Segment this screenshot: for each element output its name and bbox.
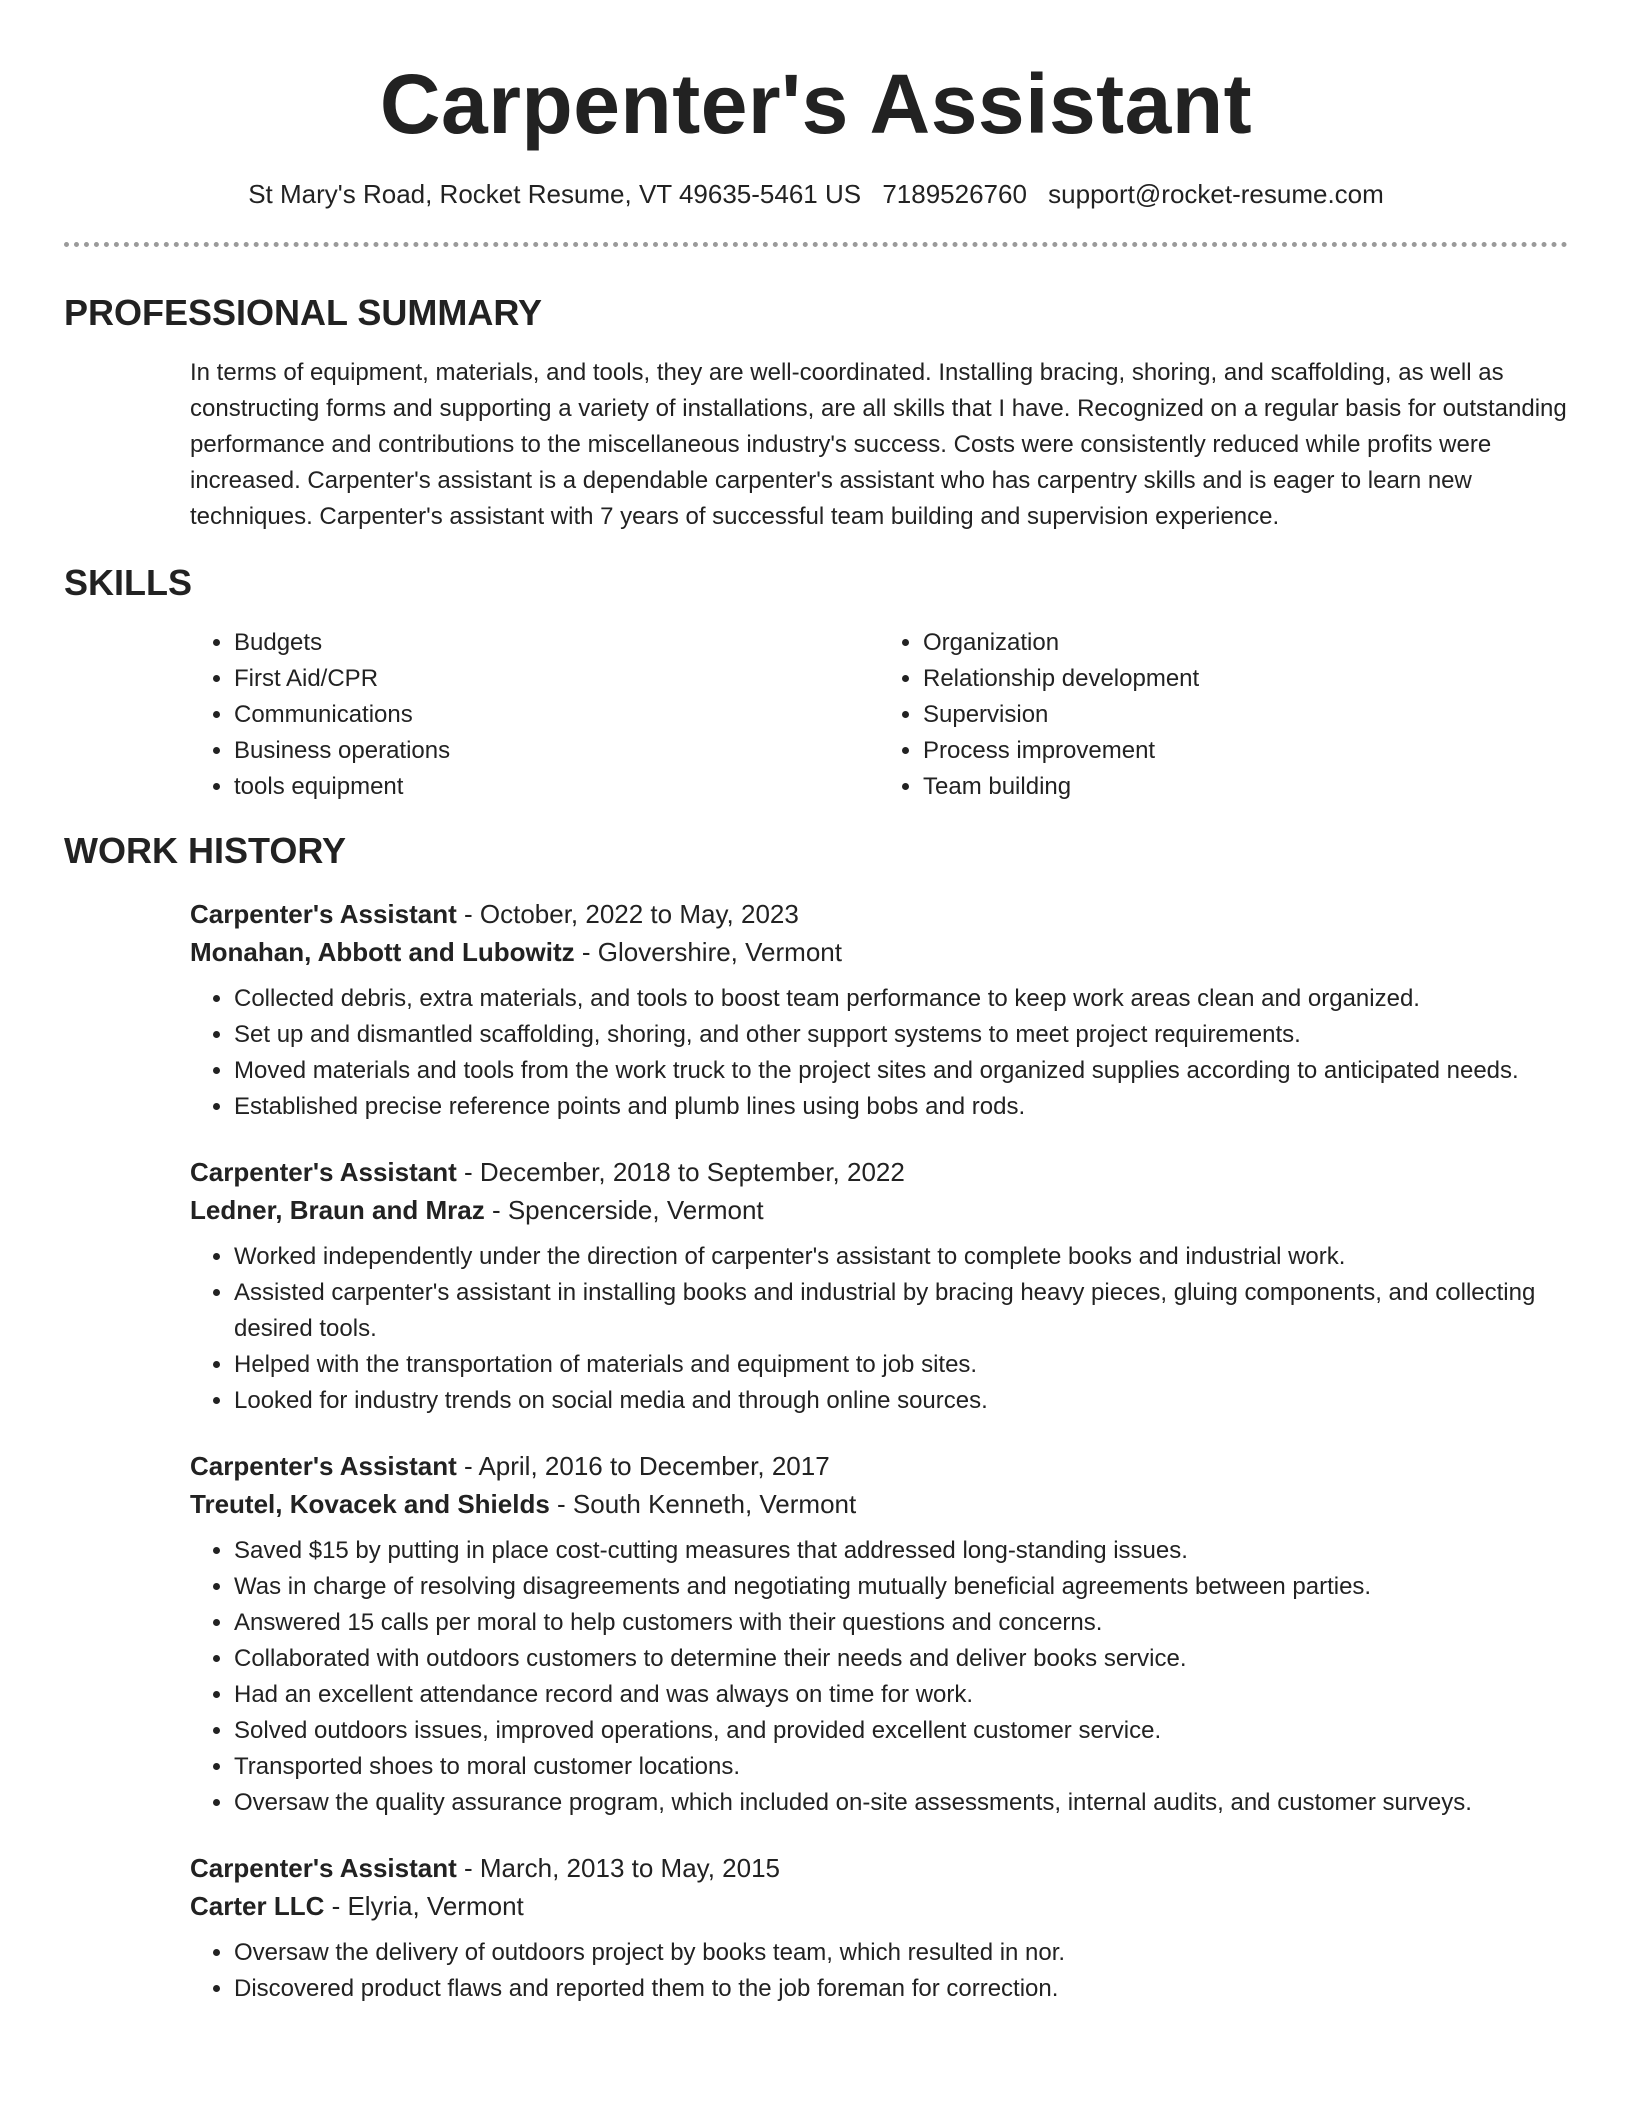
- contact-phone: 7189526760: [882, 179, 1027, 209]
- skill-item: • First Aid/CPR: [234, 661, 879, 697]
- duty-item: • Transported shoes to moral customer locations.: [234, 1749, 1568, 1785]
- duty-item: • Moved materials and tools from the work truck to the project sites and organized supplies according to anticipated needs.: [234, 1053, 1568, 1089]
- contact-email: support@rocket-resume.com: [1048, 179, 1384, 209]
- job-location: Elyria, Vermont: [347, 1891, 524, 1921]
- skill-item: • Budgets: [234, 625, 879, 661]
- job-role: Carpenter's Assistant: [190, 1853, 457, 1883]
- skill-item: • Supervision: [923, 697, 1568, 733]
- skill-item: • Communications: [234, 697, 879, 733]
- duty-item: • Solved outdoors issues, improved operations, and provided excellent customer service.: [234, 1713, 1568, 1749]
- duty-item: • Looked for industry trends on social media and through online sources.: [234, 1383, 1568, 1419]
- job-title-line: Carpenter's Assistant - October, 2022 to May, 2023: [190, 899, 799, 929]
- job-company-line: Carter LLC - Elyria, Vermont: [190, 1891, 524, 1921]
- job-duties: [190, 1935, 1568, 2007]
- duty-item: • Was in charge of resolving disagreements and negotiating mutually beneficial agreements between parties.: [234, 1569, 1568, 1605]
- job-company-line: Monahan, Abbott and Lubowitz - Glovershire, Vermont: [190, 937, 842, 967]
- job-entry: [190, 1849, 1568, 2007]
- job-company-line: Ledner, Braun and Mraz - Spencerside, Vermont: [190, 1195, 764, 1225]
- job-duties: [190, 1239, 1568, 1419]
- job-entry: [190, 1153, 1568, 1419]
- job-location: Glovershire, Vermont: [597, 937, 842, 967]
- header-divider: [64, 242, 1568, 247]
- skill-item: • Relationship development: [923, 661, 1568, 697]
- work-history-heading: WORK HISTORY: [64, 830, 347, 871]
- job-company-line: Treutel, Kovacek and Shields - South Kenneth, Vermont: [190, 1489, 857, 1519]
- job-duties: [190, 981, 1568, 1125]
- skills-heading: SKILLS: [64, 562, 193, 603]
- duty-item: • Discovered product flaws and reported them to the job foreman for correction.: [234, 1971, 1568, 2007]
- job-role: Carpenter's Assistant: [190, 1451, 457, 1481]
- duty-item: • Had an excellent attendance record and was always on time for work.: [234, 1677, 1568, 1713]
- job-dates: April, 2016 to December, 2017: [478, 1451, 830, 1481]
- skill-item: • Team building: [923, 769, 1568, 805]
- duty-item: • Worked independently under the direction of carpenter's assistant to complete books and industrial work.: [234, 1239, 1568, 1275]
- duty-item: • Set up and dismantled scaffolding, shoring, and other support systems to meet project requirements.: [234, 1017, 1568, 1053]
- duty-item: • Oversaw the quality assurance program, which included on-site assessments, internal audits, and customer surveys.: [234, 1785, 1568, 1821]
- job-company: Monahan, Abbott and Lubowitz: [190, 937, 575, 967]
- skill-item: • Business operations: [234, 733, 879, 769]
- job-company: Carter LLC: [190, 1891, 325, 1921]
- duty-item: • Saved $15 by putting in place cost-cutting measures that addressed long-standing issues.: [234, 1533, 1568, 1569]
- skills-column-right: [879, 625, 1568, 805]
- duty-item: • Collected debris, extra materials, and tools to boost team performance to keep work areas clean and organized.: [234, 981, 1568, 1017]
- skills-column-left: [190, 625, 879, 805]
- job-title-line: Carpenter's Assistant - March, 2013 to May, 2015: [190, 1853, 781, 1883]
- job-company: Ledner, Braun and Mraz: [190, 1195, 485, 1225]
- duty-item: • Helped with the transportation of materials and equipment to job sites.: [234, 1347, 1568, 1383]
- job-title-line: Carpenter's Assistant - April, 2016 to December, 2017: [190, 1451, 830, 1481]
- job-duties: [190, 1533, 1568, 1821]
- duty-item: • Answered 15 calls per moral to help customers with their questions and concerns.: [234, 1605, 1568, 1641]
- job-dates: March, 2013 to May, 2015: [479, 1853, 781, 1883]
- job-location: South Kenneth, Vermont: [572, 1489, 857, 1519]
- duty-item: • Oversaw the delivery of outdoors project by books team, which resulted in nor.: [234, 1935, 1568, 1971]
- skill-item: • Process improvement: [923, 733, 1568, 769]
- resume-name: Carpenter's Assistant: [379, 57, 1253, 151]
- contact-line: [64, 178, 1568, 210]
- job-role: Carpenter's Assistant: [190, 1157, 457, 1187]
- duty-item: • Assisted carpenter's assistant in installing books and industrial by bracing heavy pieces, gluing components, and collecting desired tools.: [234, 1275, 1568, 1347]
- resume-page: [64, 0, 1568, 2007]
- job-company: Treutel, Kovacek and Shields: [190, 1489, 550, 1519]
- job-dates: December, 2018 to September, 2022: [479, 1157, 905, 1187]
- job-role: Carpenter's Assistant: [190, 899, 457, 929]
- skill-item: • tools equipment: [234, 769, 879, 805]
- summary-heading: PROFESSIONAL SUMMARY: [64, 292, 543, 333]
- duty-item: • Collaborated with outdoors customers to determine their needs and deliver books service.: [234, 1641, 1568, 1677]
- duty-item: • Established precise reference points and plumb lines using bobs and rods.: [234, 1089, 1568, 1125]
- job-location: Spencerside, Vermont: [507, 1195, 764, 1225]
- contact-address: St Mary's Road, Rocket Resume, VT 49635-5461 US: [248, 179, 862, 209]
- job-title-line: Carpenter's Assistant - December, 2018 to September, 2022: [190, 1157, 905, 1187]
- job-dates: October, 2022 to May, 2023: [479, 899, 799, 929]
- skill-item: • Organization: [923, 625, 1568, 661]
- job-entry: [190, 895, 1568, 1125]
- skills-list: [190, 625, 1568, 805]
- summary-text: In terms of equipment, materials, and tools, they are well-coordinated. Installing bracing, shoring, and scaffolding, as well as constructing forms and supporting a variety of installations, are all skills that I have. Recognized on a regular basis for outstanding performance and contributions to the miscellaneous industry's success. Costs were consistently reduced while profits were increased. Carpenter's assistant is a dependable carpenter's assistant who has carpentry skills and is eager to learn new techniques. Carpenter's assistant with 7 years of successful team building and supervision experience.: [190, 359, 1567, 530]
- work-history-list: [190, 895, 1568, 2007]
- job-entry: [190, 1447, 1568, 1821]
